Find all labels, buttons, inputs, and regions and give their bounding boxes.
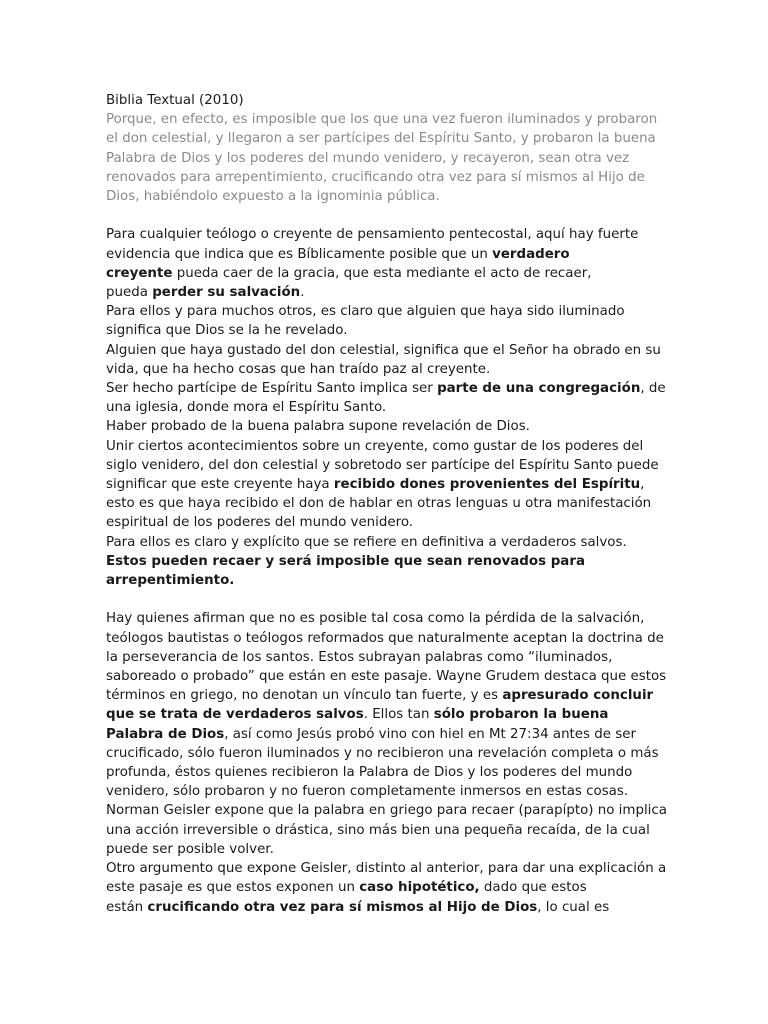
text-line: evidencia que indica que es Bíblicamente posible que un verdadero (106, 246, 570, 262)
text-line: profunda, éstos quienes recibieron la Palabra de Dios y los poderes del mundo (106, 765, 633, 781)
text-line (106, 571, 666, 590)
text-line: creyente pueda caer de la gracia, que esta mediante el acto de recaer, (106, 265, 592, 281)
emphasis: parte de una congregación (437, 381, 641, 397)
quote-line: Dios, habiéndolo expuesto a la ignominia pública. (106, 189, 440, 205)
text-line: la perseverancia de los santos. Estos subrayan palabras como “iluminados, (106, 649, 613, 665)
paragraph-pentecostal-view (106, 225, 666, 590)
text-line: Para ellos y para muchos otros, es claro que alguien que haya sido iluminado (106, 304, 625, 320)
text-line: términos en griego, no denotan un vínculo tan fuerte, y es apresurado concluir (106, 688, 654, 704)
text-line: saboreado o probado” que están en este pasaje. Wayne Grudem destaca que estos (106, 669, 667, 685)
text-line: pueda perder su salvación. (106, 285, 305, 301)
text-line: Otro argumento que expone Geisler, distinto al anterior, para dar una explicación a (106, 861, 667, 877)
emphasis: recibido dones provenientes del Espíritu (333, 477, 641, 493)
text-line: Palabra de Dios, así como Jesús probó vino con hiel en Mt 27:34 antes de ser (106, 726, 636, 742)
text-line: una iglesia, donde mora el Espíritu Santo. (106, 400, 387, 416)
emphasis: verdadero (492, 246, 570, 262)
text-line: puede ser posible volver. (106, 841, 274, 857)
emphasis: caso hipotético, (359, 880, 480, 896)
text-line: que se trata de verdaderos salvos. Ellos tan sólo probaron la buena (106, 707, 609, 723)
quote-line: renovados para arrepentimiento, crucificando otra vez para sí mismos al Hijo de (106, 169, 645, 185)
text-line: Hay quienes afirman que no es posible tal cosa como la pérdida de la salvación, (106, 611, 645, 627)
quote-line: Palabra de Dios y los poderes del mundo venidero, y recayeron, sean otra vez (106, 150, 630, 166)
text-line: teólogos bautistas o teólogos reformados que naturalmente aceptan la doctrina de (106, 630, 664, 646)
text-line: Alguien que haya gustado del don celestial, significa que el Señor ha obrado en su (106, 342, 661, 358)
emphasis: crucificando otra vez para sí mismos al Hijo de Dios (147, 899, 538, 915)
document-page (106, 91, 666, 917)
emphasis: apresurado concluir (502, 688, 654, 704)
source-heading: Biblia Textual (2010) (106, 93, 244, 108)
emphasis: Estos pueden recaer y será imposible que sean renovados para (106, 553, 585, 569)
text-line: siglo venidero, del don celestial y sobretodo ser partícipe del Espíritu Santo puede (106, 457, 659, 473)
text-line: venidero, sólo probaron y no fueron completamente inmersos en estas cosas. (106, 784, 629, 800)
text-line: Para cualquier teólogo o creyente de pensamiento pentecostal, aquí hay fuerte (106, 227, 639, 243)
text-line: Norman Geisler expone que la palabra en griego para recaer (parapípto) no implica (106, 803, 667, 819)
text-line: Para ellos es claro y explícito que se refiere en definitiva a verdaderos salvos. (106, 534, 627, 550)
emphasis: Palabra de Dios (106, 726, 225, 742)
text-line: esto es que haya recibido el don de hablar en otras lenguas u otra manifestación (106, 496, 652, 512)
quote-line: el don celestial, y llegaron a ser partícipes del Espíritu Santo, y probaron la buena (106, 131, 656, 147)
text-line: vida, que ha hecho cosas que han traído paz al creyente. (106, 361, 491, 377)
paragraph-counter-argument (106, 609, 666, 916)
text-line (106, 552, 666, 571)
text-line: una acción irreversible o drástica, sino más bien una pequeña recaída, de la cual (106, 822, 650, 838)
text-line: significa que Dios se la he revelado. (106, 323, 348, 339)
text-line: Unir ciertos acontecimientos sobre un creyente, como gustar de los poderes del (106, 438, 644, 454)
emphasis: arrepentimiento. (106, 573, 235, 589)
text-line: crucificado, sólo fueron iluminados y no recibieron una revelación completa o más (106, 745, 659, 761)
paragraph-spacer (106, 206, 666, 225)
emphasis: sólo probaron la buena (433, 707, 609, 723)
emphasis: perder su salvación (152, 285, 301, 301)
quote-block (106, 110, 666, 206)
paragraph-spacer (106, 590, 666, 609)
text-line: están crucificando otra vez para sí mismos al Hijo de Dios, lo cual es (106, 899, 610, 915)
text-line: Haber probado de la buena palabra supone revelación de Dios. (106, 419, 530, 435)
emphasis: creyente (106, 265, 173, 281)
text-line: significar que este creyente haya recibido dones provenientes del Espíritu, (106, 477, 645, 493)
emphasis: que se trata de verdaderos salvos (106, 707, 364, 723)
text-line: este pasaje es que estos exponen un caso hipotético, dado que estos (106, 880, 587, 896)
text-line: espiritual de los poderes del mundo venidero. (106, 515, 414, 531)
text-line: Ser hecho partícipe de Espíritu Santo implica ser parte de una congregación, de (106, 381, 666, 397)
quote-line: Porque, en efecto, es imposible que los que una vez fueron iluminados y probaron (106, 112, 658, 128)
